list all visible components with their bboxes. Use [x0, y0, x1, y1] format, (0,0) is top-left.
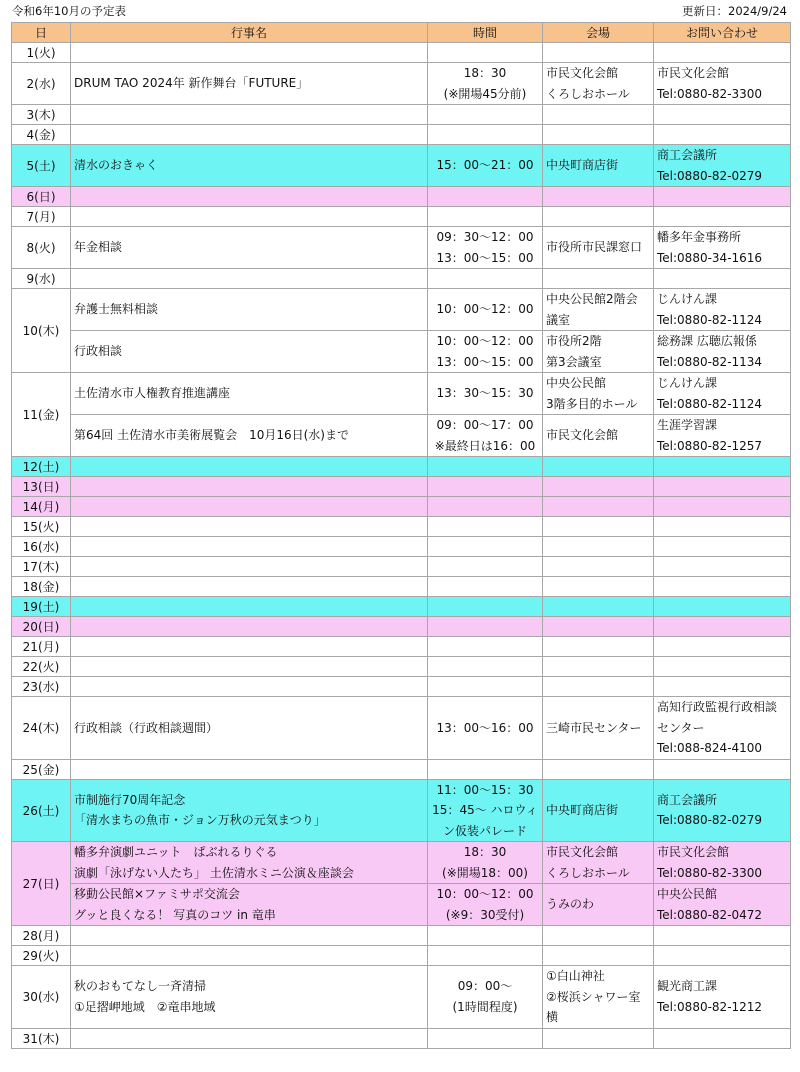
event-contact-empty [654, 677, 791, 697]
day-cell: 3(木) [12, 105, 71, 125]
event-time-empty [428, 1028, 543, 1048]
event-venue-line: ①白山神社 [546, 969, 605, 983]
event-venue [543, 697, 654, 760]
event-venue-empty [543, 537, 654, 557]
day-row [12, 415, 791, 457]
event-venue-empty [543, 617, 654, 637]
event-contact-empty [654, 105, 791, 125]
day-row [12, 373, 791, 415]
event-contact-empty [654, 477, 791, 497]
event-contact [654, 289, 791, 331]
event-contact-empty [654, 125, 791, 145]
event-venue-empty [543, 759, 654, 779]
event-name-line: グッと良くなる！ 写真のコツ in 竜串 [74, 907, 276, 922]
event-time [428, 779, 543, 842]
event-time-empty [428, 517, 543, 537]
day-row [12, 617, 791, 637]
day-row [12, 43, 791, 63]
event-time-empty [428, 497, 543, 517]
event-venue-empty [543, 926, 654, 946]
day-row [12, 637, 791, 657]
day-cell: 9(水) [12, 269, 71, 289]
event-contact [654, 331, 791, 373]
event-contact-empty [654, 457, 791, 477]
day-cell: 26(土) [12, 779, 71, 842]
event-contact-line: 市民文化会館 [657, 845, 730, 859]
day-row [12, 597, 791, 617]
event-contact-line: じんけん課 [657, 376, 718, 390]
day-cell: 7(月) [12, 207, 71, 227]
day-cell: 28(月) [12, 926, 71, 946]
day-row [12, 842, 791, 884]
event-name-empty [71, 657, 428, 677]
event-venue-line: 三崎市民センター [546, 720, 642, 735]
event-time-empty [428, 105, 543, 125]
event-contact-empty [654, 657, 791, 677]
day-cell: 30(水) [12, 966, 71, 1029]
event-contact-empty [654, 617, 791, 637]
day-row [12, 145, 791, 187]
event-name [71, 373, 428, 415]
page-title: 令和6年10月の予定表 [12, 4, 126, 18]
page-header [0, 0, 800, 22]
day-row [12, 946, 791, 966]
event-venue-line: 中央公民館 [546, 376, 607, 390]
day-cell: 12(土) [12, 457, 71, 477]
event-venue [543, 227, 654, 269]
event-contact-line: 観光商工課 [657, 979, 718, 994]
day-row [12, 477, 791, 497]
event-venue-line: 市民文化会館 [546, 66, 619, 80]
day-cell: 21(月) [12, 637, 71, 657]
event-time-empty [428, 537, 543, 557]
event-time [428, 966, 543, 1029]
event-venue-line: 中央公民館2階会 [546, 292, 638, 306]
event-name-empty [71, 457, 428, 477]
event-venue [543, 145, 654, 187]
day-row [12, 966, 791, 1029]
event-time-empty [428, 597, 543, 617]
day-cell: 5(土) [12, 145, 71, 187]
event-contact-line: Tel:0880-82-3300 [657, 865, 763, 880]
day-cell: 19(土) [12, 597, 71, 617]
event-venue [543, 842, 654, 884]
event-time-empty [428, 759, 543, 779]
event-venue-line: 横 [546, 1010, 559, 1024]
event-contact-empty [654, 207, 791, 227]
event-contact [654, 63, 791, 105]
event-venue-line: くろしおホール [546, 86, 630, 101]
column-header-day: 日 [12, 23, 71, 43]
day-row [12, 125, 791, 145]
event-venue-empty [543, 597, 654, 617]
event-time-empty [428, 457, 543, 477]
event-name [71, 415, 428, 457]
event-name [71, 966, 428, 1029]
event-venue [543, 63, 654, 105]
event-name-empty [71, 187, 428, 207]
event-venue [543, 373, 654, 415]
event-venue-empty [543, 457, 654, 477]
day-cell: 17(木) [12, 557, 71, 577]
event-venue-line: 中央町商店街 [546, 803, 619, 817]
day-row [12, 657, 791, 677]
event-name-empty [71, 926, 428, 946]
event-venue-empty [543, 577, 654, 597]
day-row [12, 577, 791, 597]
event-name [71, 842, 428, 884]
event-venue-empty [543, 677, 654, 697]
updated-date: 更新日：2024/9/24 [682, 4, 787, 18]
event-contact-empty [654, 577, 791, 597]
event-time-line: 13：00～15：00 [436, 250, 534, 265]
event-name-empty [71, 577, 428, 597]
event-name [71, 884, 428, 926]
event-name-empty [71, 759, 428, 779]
event-name-empty [71, 537, 428, 557]
event-time [428, 842, 543, 884]
event-contact-empty [654, 597, 791, 617]
event-venue-empty [543, 43, 654, 63]
day-cell: 8(火) [12, 227, 71, 269]
event-contact [654, 842, 791, 884]
day-cell: 1(火) [12, 43, 71, 63]
day-row [12, 227, 791, 269]
event-time-empty [428, 577, 543, 597]
event-time-empty [428, 617, 543, 637]
event-contact-line: Tel:0880-34-1616 [657, 250, 763, 265]
event-time [428, 884, 543, 926]
event-name-line: 土佐清水市人権教育推進講座 [74, 386, 231, 401]
event-contact-line: Tel:088-824-4100 [657, 741, 763, 755]
event-time-line: (※9：30受付) [445, 907, 525, 922]
event-contact [654, 227, 791, 269]
event-time-line: (※開場18：00) [442, 865, 528, 880]
event-time-line: 15：45～ ハロウィ [432, 803, 538, 817]
day-cell: 4(金) [12, 125, 71, 145]
day-row [12, 269, 791, 289]
event-contact-empty [654, 497, 791, 517]
event-time-line: 18：30 [463, 66, 507, 80]
column-header-time: 時間 [428, 23, 543, 43]
event-name-empty [71, 557, 428, 577]
event-contact [654, 966, 791, 1029]
day-cell: 10(木) [12, 289, 71, 373]
day-row [12, 759, 791, 779]
event-venue-line: 3階多目的ホール [546, 396, 638, 411]
event-contact-empty [654, 269, 791, 289]
day-cell: 18(金) [12, 577, 71, 597]
event-venue-line: 市役所市民課窓口 [546, 240, 643, 255]
day-row [12, 187, 791, 207]
event-contact-line: 幡多年金事務所 [657, 230, 742, 244]
day-row [12, 557, 791, 577]
event-venue-line: くろしおホール [546, 865, 630, 880]
header-row [12, 23, 791, 43]
event-time [428, 145, 543, 187]
event-name-empty [71, 517, 428, 537]
event-name-line: 演劇「泳げない人たち」 土佐清水ミニ公演＆座談会 [74, 865, 354, 880]
event-contact-line: Tel:0880-82-1124 [657, 396, 763, 411]
event-contact [654, 884, 791, 926]
event-time [428, 289, 543, 331]
day-row [12, 926, 791, 946]
event-contact-line: 商工会議所 [657, 148, 718, 162]
event-time-line: 09：00～17：00 [436, 418, 534, 432]
event-time-line: 13：30～15：30 [436, 386, 534, 401]
day-cell: 27(日) [12, 842, 71, 926]
event-contact-line: Tel:0880-82-3300 [657, 86, 763, 101]
event-contact-empty [654, 557, 791, 577]
day-row [12, 207, 791, 227]
event-contact-empty [654, 537, 791, 557]
day-cell: 25(金) [12, 759, 71, 779]
day-cell: 20(日) [12, 617, 71, 637]
day-row [12, 779, 791, 842]
event-time-empty [428, 557, 543, 577]
event-venue-empty [543, 125, 654, 145]
event-time-empty [428, 946, 543, 966]
event-name-line: 清水のおきゃく [74, 158, 159, 173]
event-name-line: 行政相談 [74, 344, 123, 359]
event-name-empty [71, 43, 428, 63]
event-venue-empty [543, 477, 654, 497]
day-cell: 11(金) [12, 373, 71, 457]
event-name-empty [71, 946, 428, 966]
event-name-empty [71, 617, 428, 637]
event-venue [543, 966, 654, 1029]
event-contact-empty [654, 637, 791, 657]
event-name-empty [71, 637, 428, 657]
event-time-empty [428, 926, 543, 946]
event-venue [543, 415, 654, 457]
event-name [71, 697, 428, 760]
event-name-line: 移動公民館×ファミサポ交流会 [74, 887, 240, 901]
column-header-contact: お問い合わせ [654, 23, 791, 43]
event-time-line: 10：00～12：00 [436, 887, 534, 901]
day-cell: 2(水) [12, 63, 71, 105]
event-contact-line: 総務課 広聴広報係 [657, 334, 757, 348]
event-name-line: 「清水まちの魚市・ジョン万秋の元気まつり」 [74, 813, 326, 828]
event-time-empty [428, 269, 543, 289]
event-time-line: ※最終日は16：00 [434, 438, 536, 453]
event-contact [654, 373, 791, 415]
event-venue-empty [543, 1028, 654, 1048]
event-contact-line: 生涯学習課 [657, 418, 718, 432]
event-venue-line: 議室 [546, 312, 571, 327]
event-name [71, 145, 428, 187]
event-contact-line: Tel:0880-82-0472 [657, 907, 763, 922]
event-venue [543, 289, 654, 331]
event-contact-line: センター [657, 720, 705, 735]
event-time-line: (1時間程度) [452, 999, 518, 1014]
event-venue-line: 市民文化会館 [546, 845, 619, 859]
event-venue-empty [543, 187, 654, 207]
event-venue-line: 市民文化会館 [546, 428, 619, 443]
day-row [12, 457, 791, 477]
event-name-empty [71, 597, 428, 617]
day-cell: 15(火) [12, 517, 71, 537]
event-contact-line: Tel:0880-82-1134 [657, 354, 763, 369]
event-venue-line: ②桜浜シャワー室 [546, 989, 641, 1004]
event-name-empty [71, 125, 428, 145]
day-row [12, 517, 791, 537]
day-row [12, 63, 791, 105]
day-row [12, 884, 791, 926]
event-contact [654, 697, 791, 760]
event-time-line: 11：00～15：30 [436, 782, 534, 797]
event-time-empty [428, 207, 543, 227]
event-time [428, 227, 543, 269]
event-time [428, 63, 543, 105]
event-time-line: 10：00～12：00 [436, 334, 534, 348]
day-row [12, 497, 791, 517]
event-venue-empty [543, 946, 654, 966]
event-contact-empty [654, 759, 791, 779]
event-name-empty [71, 477, 428, 497]
event-name-empty [71, 677, 428, 697]
event-time [428, 697, 543, 760]
event-contact-empty [654, 517, 791, 537]
event-time-line: 09：00～ [457, 979, 513, 994]
schedule-body [12, 43, 791, 1049]
event-name-line: 秋のおもてなし一斉清掃 [74, 979, 207, 994]
event-contact-line: 商工会議所 [657, 792, 718, 807]
day-row [12, 677, 791, 697]
event-time-line: 18：30 [463, 845, 507, 859]
event-venue-empty [543, 269, 654, 289]
event-venue-line: 市役所2階 [546, 334, 602, 348]
event-name-line: 弁護士無料相談 [74, 302, 159, 317]
event-contact-line: Tel:0880-82-1212 [657, 999, 763, 1014]
event-contact-empty [654, 1028, 791, 1048]
event-time-empty [428, 677, 543, 697]
event-time-empty [428, 637, 543, 657]
event-venue-empty [543, 657, 654, 677]
event-name [71, 63, 428, 105]
event-name-line: 行政相談（行政相談週間） [74, 720, 219, 735]
event-name-empty [71, 207, 428, 227]
event-name-line: 第64回 土佐清水市美術展覧会 10月16日(水)まで [74, 428, 349, 443]
event-time-line: ン仮装パレード [442, 823, 527, 838]
event-time-line: (※開場45分前) [443, 86, 527, 101]
event-name [71, 227, 428, 269]
event-time-line: 09：30～12：00 [436, 230, 534, 244]
event-venue-line: うみのわ [546, 897, 595, 912]
event-contact-empty [654, 187, 791, 207]
day-row [12, 331, 791, 373]
event-contact [654, 415, 791, 457]
event-name [71, 331, 428, 373]
event-venue [543, 331, 654, 373]
event-contact-line: Tel:0880-82-1124 [657, 312, 763, 327]
day-cell: 16(水) [12, 537, 71, 557]
event-time-line: 13：00～16：00 [436, 720, 534, 735]
event-venue-line: 中央町商店街 [546, 158, 619, 173]
event-time-line: 15：00～21：00 [436, 158, 534, 173]
event-contact [654, 145, 791, 187]
schedule-table [11, 22, 791, 1049]
event-name [71, 289, 428, 331]
event-contact-line: Tel:0880-82-0279 [657, 813, 763, 828]
day-cell: 31(木) [12, 1028, 71, 1048]
event-time-line: 13：00～15：00 [436, 354, 534, 369]
event-time [428, 373, 543, 415]
event-venue-empty [543, 497, 654, 517]
day-cell: 13(日) [12, 477, 71, 497]
day-row [12, 289, 791, 331]
event-venue-line: 第3会議室 [546, 354, 602, 369]
event-name-empty [71, 1028, 428, 1048]
day-cell: 6(日) [12, 187, 71, 207]
day-cell: 23(水) [12, 677, 71, 697]
event-name-line: 幡多弁演劇ユニット ぱぶれるりぐる [74, 845, 278, 859]
event-time [428, 331, 543, 373]
event-name-line: 市制施行70周年記念 [74, 792, 186, 807]
event-contact-line: じんけん課 [657, 292, 718, 306]
event-time-empty [428, 43, 543, 63]
event-time-empty [428, 657, 543, 677]
event-time-empty [428, 477, 543, 497]
event-contact-empty [654, 43, 791, 63]
column-header-venue: 会場 [543, 23, 654, 43]
event-venue [543, 884, 654, 926]
event-contact-line: Tel:0880-82-1257 [657, 438, 763, 453]
day-row [12, 697, 791, 760]
event-name-line: DRUM TAO 2024年 新作舞台「FUTURE」 [74, 76, 309, 91]
event-contact-empty [654, 926, 791, 946]
day-row [12, 537, 791, 557]
event-name-line: 年金相談 [74, 240, 123, 255]
event-contact-line: 中央公民館 [657, 887, 718, 901]
day-cell: 22(火) [12, 657, 71, 677]
event-contact-line: 市民文化会館 [657, 66, 730, 80]
event-contact-line: 高知行政監視行政相談 [657, 700, 778, 714]
day-row [12, 1028, 791, 1048]
event-name-empty [71, 269, 428, 289]
event-name-line: ①足摺岬地域 ②竜串地域 [74, 999, 216, 1014]
day-cell: 14(月) [12, 497, 71, 517]
event-venue-empty [543, 557, 654, 577]
column-header-event: 行事名 [71, 23, 428, 43]
event-name-empty [71, 497, 428, 517]
event-name-empty [71, 105, 428, 125]
event-venue-empty [543, 105, 654, 125]
event-name [71, 779, 428, 842]
event-venue [543, 779, 654, 842]
event-venue-empty [543, 637, 654, 657]
day-cell: 29(火) [12, 946, 71, 966]
event-venue-empty [543, 517, 654, 537]
event-time [428, 415, 543, 457]
event-contact-line: Tel:0880-82-0279 [657, 168, 763, 183]
event-time-empty [428, 187, 543, 207]
event-time-empty [428, 125, 543, 145]
event-contact-empty [654, 946, 791, 966]
event-contact [654, 779, 791, 842]
day-cell: 24(木) [12, 697, 71, 760]
event-venue-empty [543, 207, 654, 227]
day-row [12, 105, 791, 125]
event-time-line: 10：00～12：00 [436, 302, 534, 317]
